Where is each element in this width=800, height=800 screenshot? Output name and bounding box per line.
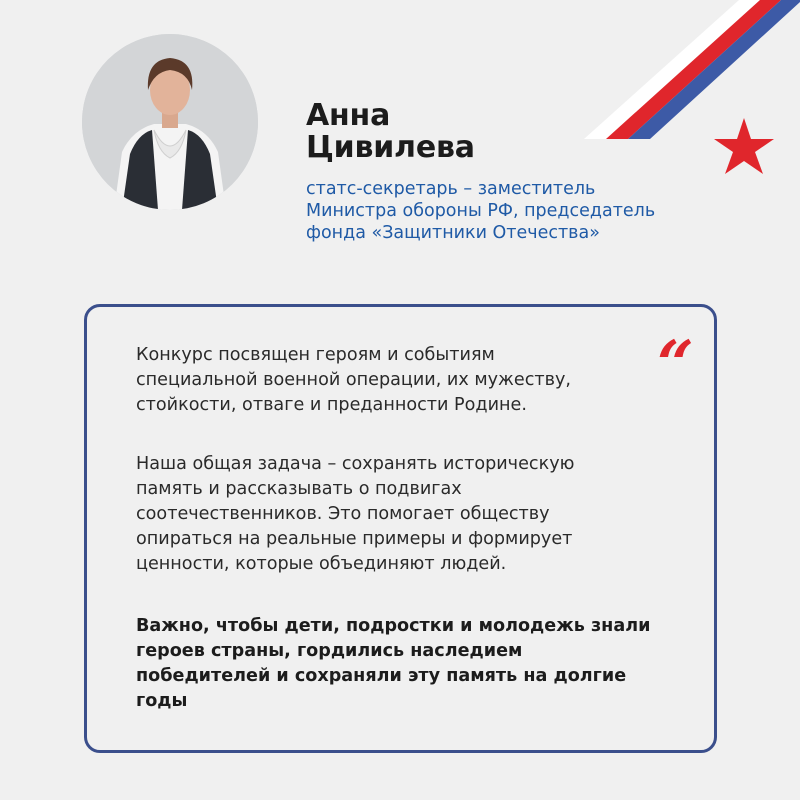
quote-line: стойкости, отваге и преданности Родине. <box>136 395 527 415</box>
name-line: Анна <box>306 98 391 133</box>
quote-paragraph-1 <box>136 343 696 418</box>
person-role <box>306 178 726 244</box>
role-line: статс-секретарь – заместитель <box>306 179 596 199</box>
quote-line: Конкурс посвящен героям и событиям <box>136 345 495 365</box>
quote-line: ценности, которые объединяют людей. <box>136 554 507 574</box>
quote-line: героев страны, гордились наследием <box>136 641 523 661</box>
quote-paragraph-2 <box>136 452 696 577</box>
person-name <box>306 100 475 164</box>
avatar <box>82 34 258 210</box>
quote-line: соотечественников. Это помогает обществу <box>136 504 550 524</box>
role-line: Министра обороны РФ, председатель <box>306 201 656 221</box>
name-line: Цивилева <box>306 130 475 165</box>
quote-paragraph-3 <box>136 614 696 714</box>
role-line: фонда «Защитники Отечества» <box>306 223 600 243</box>
quote-line: специальной военной операции, их мужеству, <box>136 370 572 390</box>
quote-line: опираться на реальные примеры и формирует <box>136 529 573 549</box>
quote-line: годы <box>136 691 188 711</box>
portrait-photo <box>82 34 258 210</box>
quote-mark-icon: “ <box>657 327 694 402</box>
quote-line: Важно, чтобы дети, подростки и молодежь знали <box>136 616 651 636</box>
quote-line: Наша общая задача – сохранять историческую <box>136 454 575 474</box>
quote-line: победителей и сохраняли эту память на долгие <box>136 666 627 686</box>
quote-card <box>84 304 717 753</box>
stripe-blue <box>628 0 800 139</box>
quote-line: память и рассказывать о подвигах <box>136 479 462 499</box>
red-star-icon <box>714 118 774 174</box>
stripe-red <box>606 0 781 139</box>
